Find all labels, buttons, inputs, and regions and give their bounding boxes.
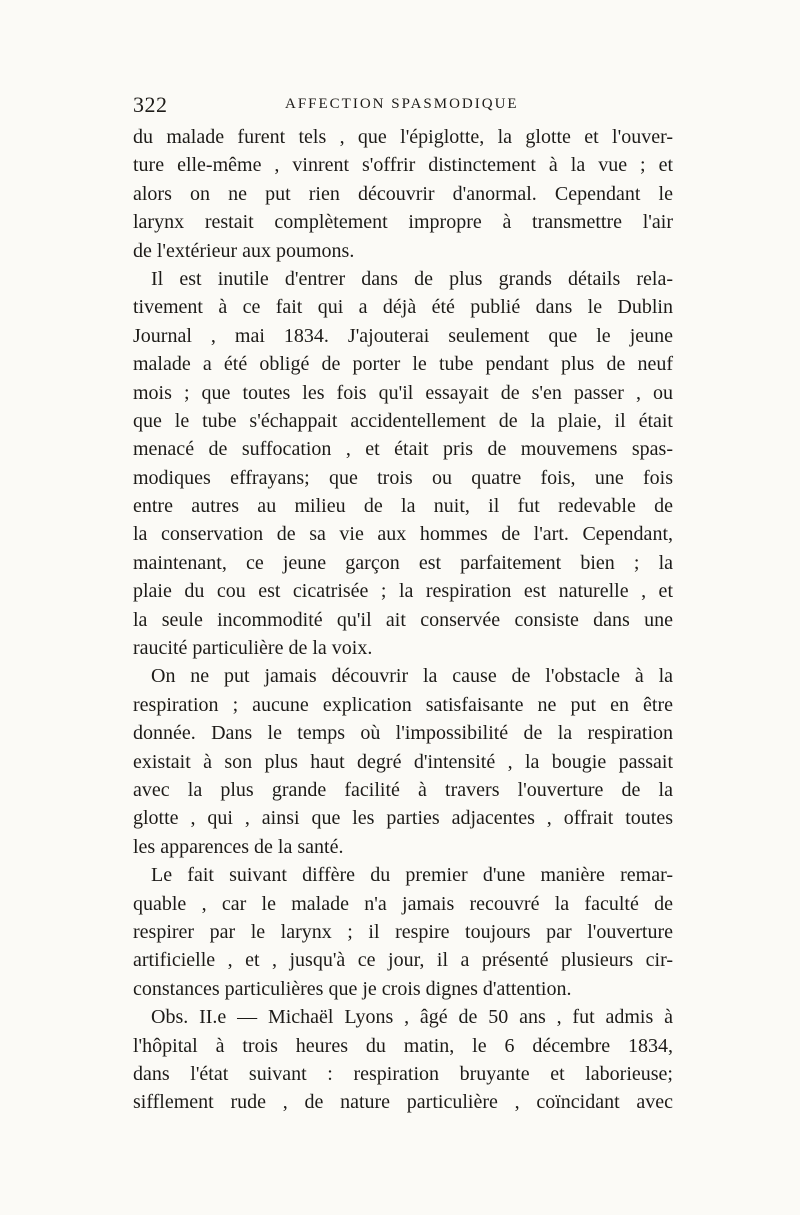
body-text <box>133 123 673 1117</box>
text-line: les apparences de la santé. <box>133 835 344 858</box>
text-line: sifflement rude , de nature particulière , coïncidant avec <box>133 1091 673 1114</box>
text-line: donnée. Dans le temps où l'impossibilité de la respiration <box>133 722 673 745</box>
text-line: ture elle-même , vinrent s'offrir distinctement à la vue ; et <box>133 154 673 177</box>
text-line: glotte , qui , ainsi que les parties adjacentes , offrait toutes <box>133 807 673 830</box>
text-line: avec la plus grande facilité à travers l'ouverture de la <box>133 778 673 801</box>
text-line: dans l'état suivant : respiration bruyante et laborieuse; <box>133 1062 673 1085</box>
text-line: Le fait suivant diffère du premier d'une manière remar- <box>151 864 673 887</box>
text-line: mois ; que toutes les fois qu'il essayait de s'en passer , ou <box>133 381 673 404</box>
text-line: larynx restait complètement impropre à transmettre l'air <box>133 211 673 234</box>
text-line: artificielle , et , jusqu'à ce jour, il a présenté plusieurs cir- <box>133 949 673 972</box>
text-line: la conservation de sa vie aux hommes de l'art. Cependant, <box>133 523 673 546</box>
text-line: l'hôpital à trois heures du matin, le 6 décembre 1834, <box>133 1034 673 1057</box>
text-line: menacé de suffocation , et était pris de mouvemens spas- <box>133 438 673 461</box>
text-line: du malade furent tels , que l'épiglotte, la glotte et l'ouver- <box>133 126 673 148</box>
text-line: la seule incommodité qu'il ait conservée consiste dans une <box>133 608 673 631</box>
running-title: AFFECTION SPASMODIQUE <box>285 96 519 112</box>
text-line: Obs. II.e — Michaël Lyons , âgé de 50 ans , fut admis à <box>151 1006 673 1029</box>
text-line: que le tube s'échappait accidentellement de la plaie, il était <box>133 409 673 432</box>
page-number: 322 <box>133 92 168 117</box>
text-line: maintenant, ce jeune garçon est parfaitement bien ; la <box>133 551 673 574</box>
page-header <box>133 92 678 120</box>
text-line: respiration ; aucune explication satisfaisante ne put en être <box>133 693 673 716</box>
text-line: plaie du cou est cicatrisée ; la respiration est naturelle , et <box>133 580 673 603</box>
text-line: respirer par le larynx ; il respire toujours par l'ouverture <box>133 920 673 943</box>
text-line: tivement à ce fait qui a déjà été publié dans le Dublin <box>133 296 673 319</box>
text-line: quable , car le malade n'a jamais recouvré la faculté de <box>133 892 673 915</box>
text-line: Journal , mai 1834. J'ajouterai seulement que le jeune <box>133 324 673 347</box>
text-line: alors on ne put rien découvrir d'anormal. Cependant le <box>133 182 673 205</box>
text-line: de l'extérieur aux poumons. <box>133 239 355 262</box>
text-line: On ne put jamais découvrir la cause de l'obstacle à la <box>151 665 673 688</box>
text-line: existait à son plus haut degré d'intensité , la bougie passait <box>133 750 673 773</box>
text-line: Il est inutile d'entrer dans de plus grands détails rela- <box>151 267 673 290</box>
text-line: malade a été obligé de porter le tube pendant plus de neuf <box>133 353 673 376</box>
text-line: entre autres au milieu de la nuit, il fut redevable de <box>133 495 673 518</box>
text-line: constances particulières que je crois dignes d'attention. <box>133 977 572 1000</box>
text-line: modiques effrayans; que trois ou quatre fois, une fois <box>133 466 673 489</box>
text-line: raucité particulière de la voix. <box>133 637 373 660</box>
